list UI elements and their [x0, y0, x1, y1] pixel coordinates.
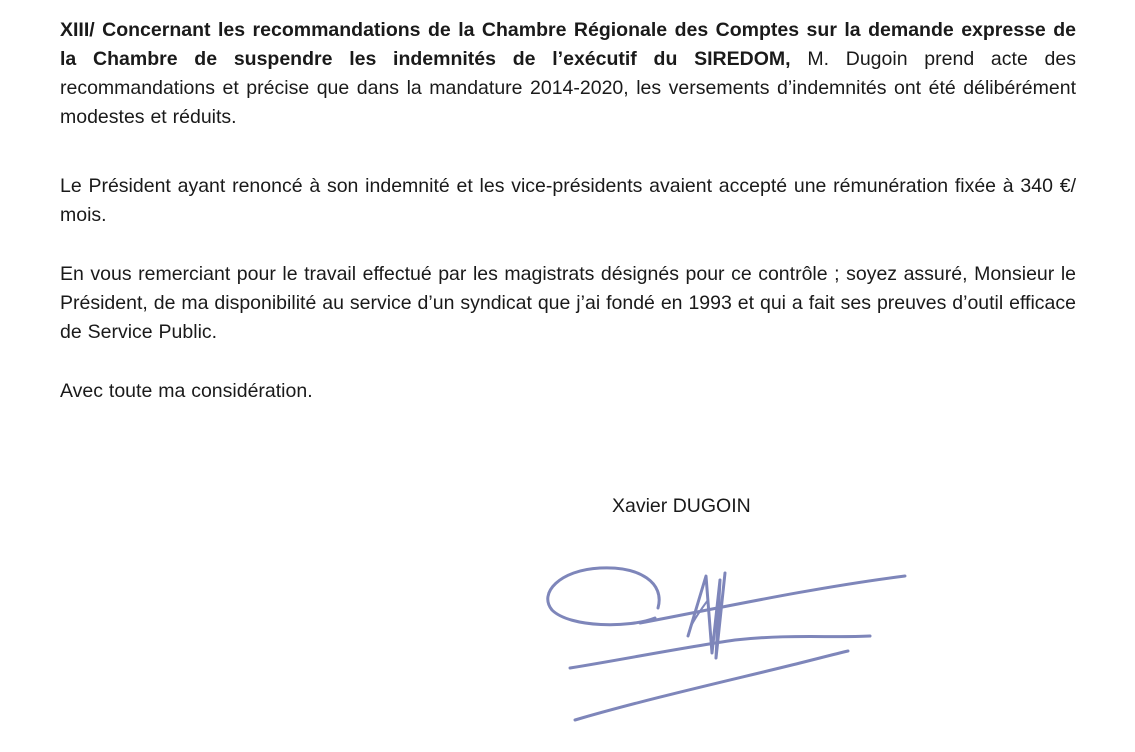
- paragraph-recommendations: [60, 16, 1076, 132]
- handwritten-signature: [530, 548, 930, 738]
- closing-line: Avec toute ma considération.: [60, 380, 313, 402]
- paragraph-indemnities: Le Président ayant renoncé à son indemnité et les vice-présidents avaient accepté une rémunération fixée à 340 €/ mois.: [60, 175, 1076, 226]
- paragraph-recommendations-heading: XIII/ Concernant les recommandations de la Chambre Régionale des Comptes sur la demande expresse de la Chambre de suspendre les indemnités de l’exécutif du SIREDOM,: [60, 19, 1076, 70]
- paragraph-thanks: En vous remerciant pour le travail effectué par les magistrats désignés pour ce contrôle ; soyez assuré, Monsieur le Président, de ma disponibilité au service d’un syndicat que j’ai fondé en 1993 et qui a fait ses preuves d’outil efficace de Service Public.: [60, 263, 1076, 343]
- paragraph-recommendations-body: M. Dugoin prend acte des recommandations et précise que dans la mandature 2014-2020, les versements d’indemnités ont été délibérément modestes et réduits.: [60, 48, 1076, 128]
- signatory-name: Xavier DUGOIN: [612, 495, 751, 517]
